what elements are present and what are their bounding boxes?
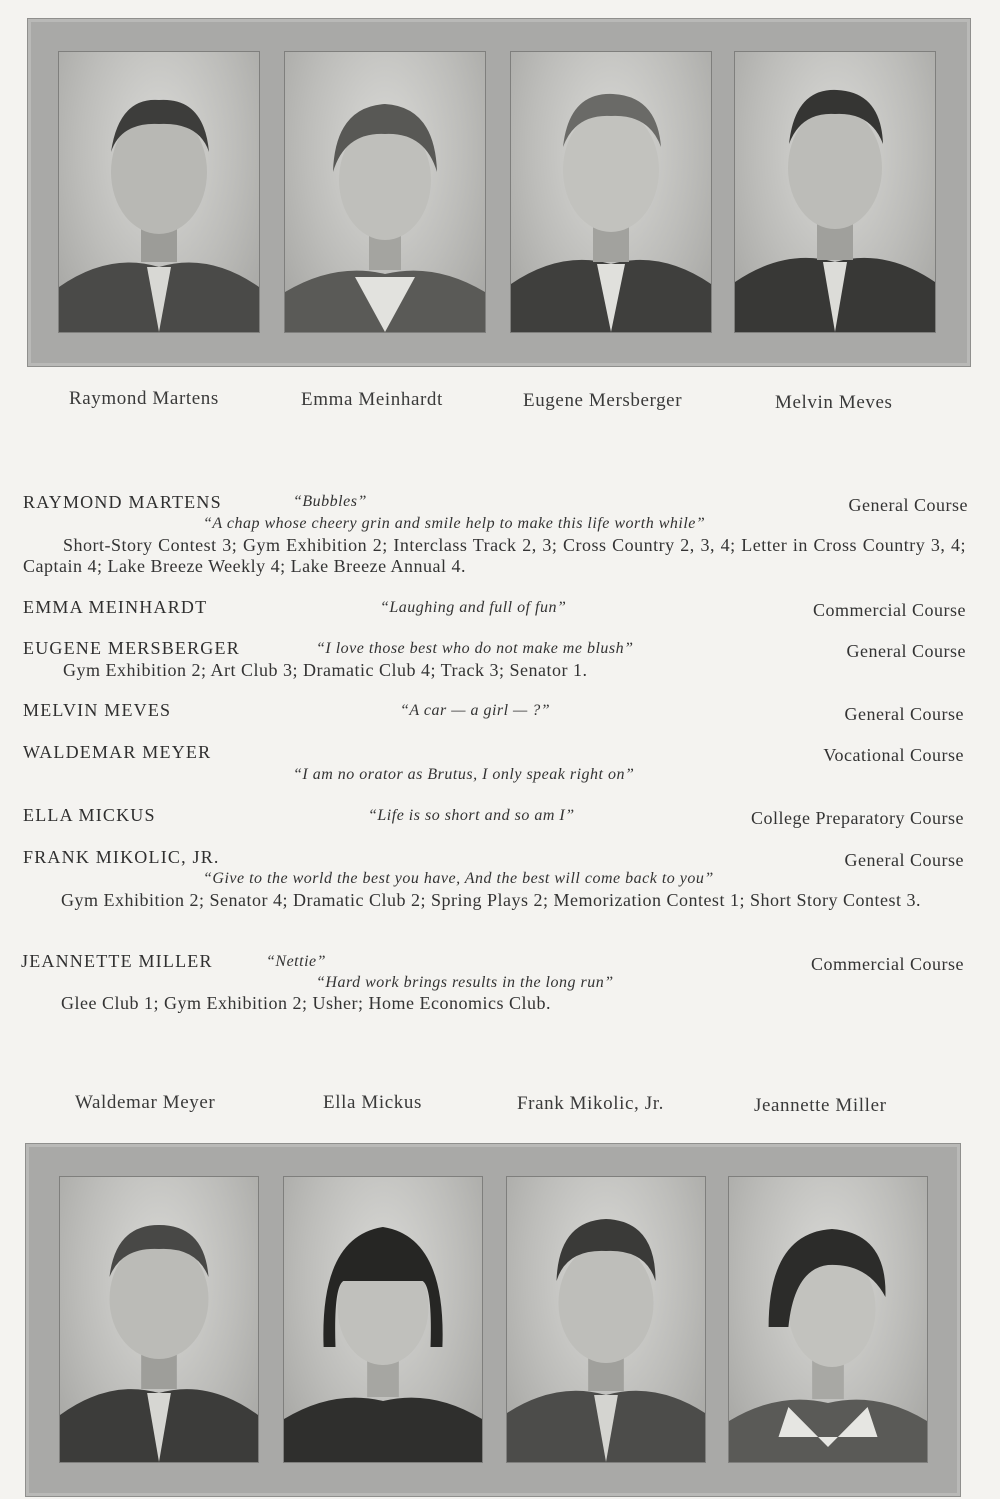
course-label: College Preparatory Course: [751, 808, 964, 828]
portrait-caption: Jeannette Miller: [754, 1095, 887, 1116]
portrait-photo: [284, 51, 486, 333]
portrait-caption: Melvin Meves: [775, 392, 893, 413]
student-name: RAYMOND MARTENS: [23, 492, 222, 512]
student-quote: “I am no orator as Brutus, I only speak right on”: [293, 766, 635, 783]
student-nickname: “Nettie”: [266, 953, 327, 970]
student-name: EUGENE MERSBERGER: [23, 638, 240, 658]
course-label: General Course: [848, 495, 968, 515]
portrait-photo: [510, 51, 712, 333]
student-quote: “Life is so short and so am I”: [368, 807, 575, 824]
activities-list: Gym Exhibition 2; Senator 4; Dramatic Club 2; Spring Plays 2; Memorization Contest 1; Short Story Contest 3.: [61, 890, 921, 910]
student-quote: “Give to the world the best you have, And the best will come back to you”: [203, 870, 714, 887]
portrait-caption: Frank Mikolic, Jr.: [517, 1093, 664, 1114]
portrait-photo: [506, 1176, 706, 1463]
portrait-caption: Waldemar Meyer: [75, 1092, 216, 1113]
portrait-caption: Ella Mickus: [323, 1092, 422, 1113]
portrait-caption: Emma Meinhardt: [301, 389, 443, 410]
course-label: Commercial Course: [811, 954, 964, 974]
student-name: JEANNETTE MILLER: [21, 951, 213, 971]
portrait-caption: Eugene Mersberger: [523, 390, 683, 411]
student-name: EMMA MEINHARDT: [23, 597, 208, 617]
student-quote: “I love those best who do not make me blush”: [316, 640, 634, 657]
student-name: ELLA MICKUS: [23, 805, 156, 825]
course-label: General Course: [844, 850, 964, 870]
activities-list: Glee Club 1; Gym Exhibition 2; Usher; Home Economics Club.: [61, 993, 551, 1013]
course-label: General Course: [844, 704, 964, 724]
course-label: General Course: [846, 641, 966, 661]
portrait-photo: [59, 1176, 259, 1463]
student-quote: “Hard work brings results in the long run”: [316, 974, 614, 991]
student-quote: “A chap whose cheery grin and smile help to make this life worth while”: [203, 515, 706, 532]
student-quote: “Laughing and full of fun”: [380, 599, 567, 616]
portrait-photo: [58, 51, 260, 333]
portrait-photo: [734, 51, 936, 333]
portrait-photo: [728, 1176, 928, 1463]
activities-list: Short-Story Contest 3; Gym Exhibition 2; Interclass Track 2, 3; Cross Country 2, 3, 4; Letter in Cross Country 3, 4; Captain 4; Lake Breeze Weekly 4; Lake Breeze Annual 4.: [23, 535, 966, 576]
student-name: WALDEMAR MEYER: [23, 742, 212, 762]
student-quote: “A car — a girl — ?”: [400, 702, 551, 719]
course-label: Commercial Course: [813, 600, 966, 620]
student-name: MELVIN MEVES: [23, 700, 172, 720]
course-label: Vocational Course: [823, 745, 964, 765]
student-name: FRANK MIKOLIC, JR.: [23, 847, 220, 867]
activities-list: Gym Exhibition 2; Art Club 3; Dramatic Club 4; Track 3; Senator 1.: [63, 660, 588, 680]
portrait-caption: Raymond Martens: [69, 388, 219, 409]
portrait-photo: [283, 1176, 483, 1463]
student-nickname: “Bubbles”: [293, 493, 367, 510]
bottom-photo-band: [25, 1143, 961, 1497]
top-photo-band: [27, 18, 971, 367]
